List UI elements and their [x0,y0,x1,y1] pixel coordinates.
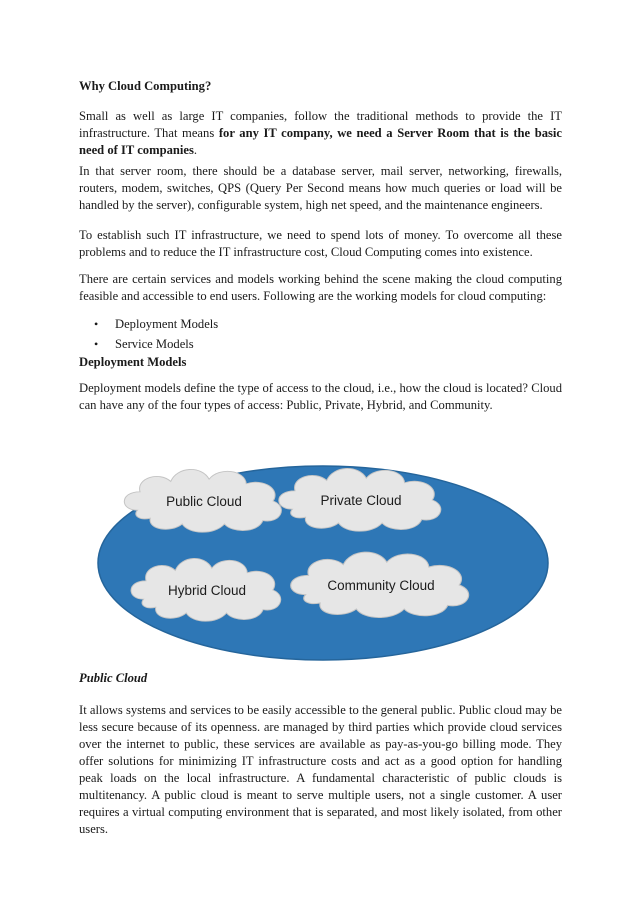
list-item [79,314,562,334]
list-item [79,334,562,354]
paragraph-public-cloud: It allows systems and services to be easily accessible to the general public. Public cloud may be less secure because of its openness. are managed by third parties which provide cloud services over the internet to public, these services are available as pay-as-you-go billing mode. They offer solutions for minimizing IT infrastructure costs and act as a good option for handling peak loads on the local infrastructure. A fundamental characteristic of public clouds is multitenancy. A public cloud is meant to serve multiple users, not a single customer. A user requires a virtual computing environment that is separated, and most likely isolated, from other users. [79,703,562,836]
paragraph-traditional-methods-bold: for any IT company, we need a Server Room that is the basic need of IT companies [79,126,562,157]
paragraph-traditional-methods-end: . [193,143,198,157]
cloud-label-private: Private Cloud [320,493,402,508]
bullet-icon: • [94,337,99,351]
cloud-label-hybrid: Hybrid Cloud [167,583,247,598]
deployment-models-diagram [96,463,550,663]
paragraph-traditional-methods-text: Small as well as large IT companies, follow the traditional methods to provide the IT infrastructure. That means [79,109,562,140]
paragraph-server-room: In that server room, there should be a database server, mail server, networking, firewalls, routers, modem, switches, QPS (Query Per Second means how much queries or load will be handled by the server), configurable system, high net speed, and the maintenance engineers. [79,164,562,212]
paragraph-deployment-models: Deployment models define the type of access to the cloud, i.e., how the cloud is located? Cloud can have any of the four types of access: Public, Private, Hybrid, and Community. [79,381,562,412]
paragraph-infrastructure-cost: To establish such IT infrastructure, we need to spend lots of money. To overcome all these problems and to reduce the IT infrastructure cost, Cloud Computing comes into existence. [79,228,562,259]
heading-why-cloud-computing: Why Cloud Computing? [79,79,212,93]
cloud-label-community: Community Cloud [327,578,435,593]
paragraph-working-models: There are certain services and models working behind the scene making the cloud computing feasible and accessible to end users. Following are the working models for cloud computing: [79,272,562,303]
cloud-label-public: Public Cloud [166,494,242,509]
models-list [79,314,562,354]
list-item-label: Service Models [115,337,194,351]
paragraph-traditional-methods [79,108,562,159]
heading-public-cloud: Public Cloud [79,671,148,685]
list-item-label: Deployment Models [115,317,219,331]
bullet-icon: • [94,317,99,331]
heading-deployment-models: Deployment Models [79,355,187,369]
